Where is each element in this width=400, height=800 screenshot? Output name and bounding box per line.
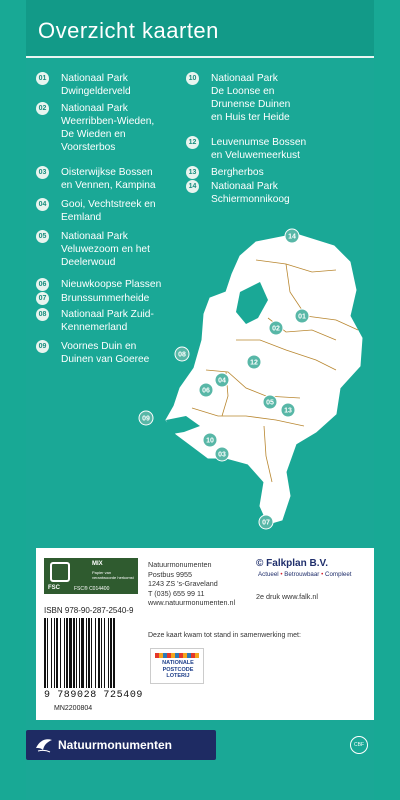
legend-badge: 08 [36,308,49,321]
legend-item [36,102,154,154]
legend-text: Leuvenumse Bossen en Veluwemeerkust [211,137,307,161]
legend-item [186,136,306,162]
map-marker-02 [269,321,283,335]
legend-text: Bergherbos [211,167,264,178]
falk-title: © Falkplan B.V. [256,558,329,569]
legend-badge: 01 [36,72,49,85]
fsc-label [44,558,138,594]
legend-text: Nationaal Park Zuid- Kennemerland [61,309,154,333]
map-marker-label: 06 [202,387,210,395]
map-marker-14 [285,229,299,243]
legend-badge: 07 [36,292,49,305]
tree-icon [50,562,70,582]
legend-text: Nationaal Park De Loonse en Drunense Duinen en Huis ter Heide [211,73,291,123]
legend-item [36,340,149,366]
back-info-panel [36,548,374,720]
legend-text: Nationaal Park Dwingelderveld [61,73,131,97]
map-marker-label: 09 [142,415,150,423]
legend-item [186,72,290,124]
legend-text: Nieuwkoopse Plassen [61,279,162,290]
legend-badge: 05 [36,230,49,243]
legend-text: Voornes Duin en Duinen van Goeree [61,341,150,365]
legend-item [186,166,264,179]
map-marker-label: 02 [272,325,280,333]
map-marker-07 [259,515,273,529]
page-title: Overzicht kaarten [38,18,219,43]
map-marker-08 [175,347,189,361]
fsc-mix: MIX [92,561,103,567]
postcode-stripe [155,653,199,658]
map-marker-label: 10 [206,437,214,445]
legend-text: Nationaal Park Veluwezoom en het Deelerwoud [61,231,150,268]
brand-name: Natuurmonumenten [58,738,172,752]
map-marker-05 [263,395,277,409]
map-marker-label: 05 [266,399,274,407]
legend-badge: 13 [186,166,199,179]
legend-text: Gooi, Vechtstreek en Eemland [61,199,156,223]
natuurmonumenten-logo [26,730,216,760]
netherlands-map [136,220,372,540]
legend-badge: 02 [36,102,49,115]
map-marker-03 [215,447,229,461]
publisher-address: Natuurmonumenten Postbus 9955 1243 ZS 's-Graveland T (035) 655 99 11 www.natuurmonumenten.nl [148,560,236,607]
partnership-text: Deze kaart kwam tot stand in samenwerking met: [148,632,301,639]
title-bar [26,0,374,58]
mn-code: MN2200804 [54,705,93,712]
fsc-small-text: Papier van verantwoorde herkomst [92,570,134,580]
map-marker-label: 04 [218,377,226,385]
falk-tag-2: Betrouwbaar [284,571,320,578]
legend-badge: 14 [186,180,199,193]
cbf-seal: CBF [350,736,368,754]
postcode-text: NATIONALE POSTCODE LOTERIJ [162,660,194,679]
legend-item [36,72,131,98]
legend-badge: 06 [36,278,49,291]
legend-badge: 03 [36,166,49,179]
netherlands-land [166,234,362,524]
legend-text: Nationaal Park Weerribben-Wieden, De Wieden en Voorsterbos [61,103,155,153]
separator-dot: • [280,571,283,578]
map-marker-09 [139,411,153,425]
legend-badge: 12 [186,136,199,149]
barcode [44,618,138,688]
isbn: ISBN 978-90-287-2540-9 [44,606,134,615]
map-marker-label: 12 [250,359,258,367]
edition-and-url: 2e druk www.falk.nl [256,592,318,601]
legend-badge: 04 [36,198,49,211]
legend-text: Brunssummerheide [61,293,150,304]
map-marker-label: 03 [218,451,226,459]
legend-item [36,292,149,305]
postcode-loterij-logo [150,648,204,684]
map-marker-label: 01 [298,313,306,321]
separator-dot: • [321,571,324,578]
legend-item [186,180,290,206]
legend-item [36,230,150,269]
map-marker-label: 14 [288,233,296,241]
bird-icon [34,736,54,754]
map-marker-06 [199,383,213,397]
map-marker-04 [215,373,229,387]
fsc-text: FSC [48,585,60,591]
falk-tag-1: Actueel [258,571,279,578]
map-marker-10 [203,433,217,447]
map-marker-label: 08 [178,351,186,359]
legend-text: Nationaal Park Schiermonnikoog [211,181,290,205]
map-marker-01 [295,309,309,323]
map-marker-12 [247,355,261,369]
legend-badge: 10 [186,72,199,85]
legend-text: Oisterwijkse Bossen en Vennen, Kampina [61,167,156,191]
barcode-number: 9 789028 725409 [44,690,144,701]
legend-item [36,166,156,192]
legend-badge: 09 [36,340,49,353]
map-marker-13 [281,403,295,417]
falk-tagline [258,571,352,578]
map-marker-label: 13 [284,407,292,415]
map-marker-label: 07 [262,519,270,527]
fsc-code: FSC® C014400 [74,586,110,592]
falk-tag-3: Compleet [325,571,352,578]
